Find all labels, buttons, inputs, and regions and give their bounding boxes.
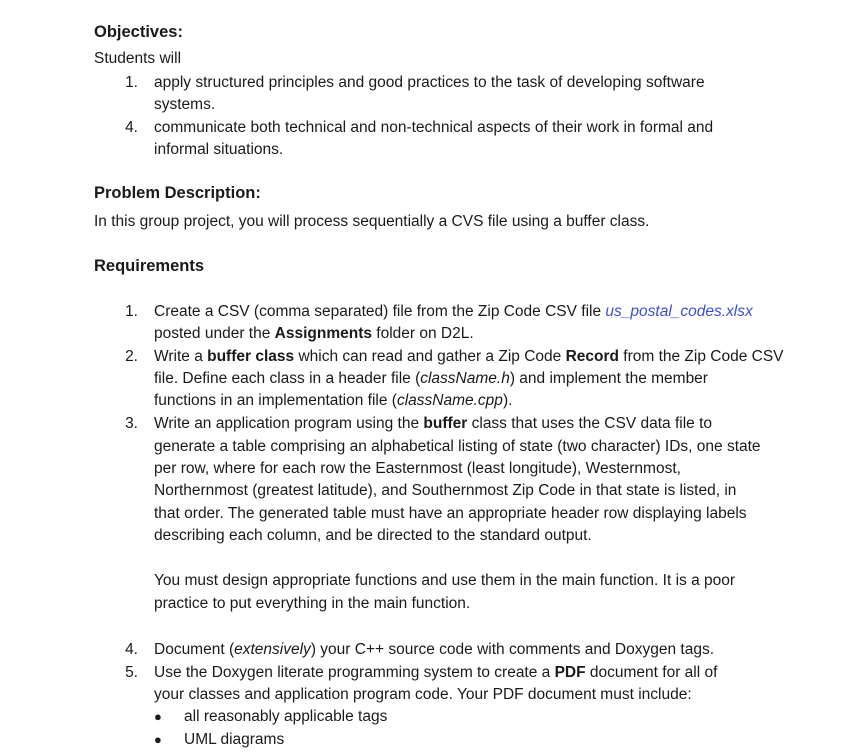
text-span: document for all of — [585, 664, 718, 681]
bold-span: Record — [565, 348, 619, 365]
problem-text: In this group project, you will process sequentially a CVS file using a buffer class. — [94, 213, 650, 230]
text-span: Use the Doxygen literate programming system to create a — [154, 664, 555, 681]
italic-span: className.h — [420, 370, 510, 387]
requirement-line: that order. The generated table must have an appropriate header row displaying labels — [154, 505, 747, 522]
italic-span: extensively — [234, 641, 311, 658]
bold-span: buffer — [423, 415, 468, 432]
objective-text-line: communicate both technical and non-technical aspects of their work in formal and — [154, 119, 714, 136]
objective-number: 1. — [125, 74, 138, 91]
requirement-line: Northernmost (greatest latitude), and Southernmost Zip Code in that state is listed, in — [154, 482, 737, 499]
text-span: posted under the — [154, 325, 275, 342]
requirement-line — [154, 301, 753, 323]
bullet-item: all reasonably applicable tags — [184, 708, 388, 725]
requirement-line — [154, 390, 512, 412]
text-span: class that uses the CSV data file to — [467, 415, 712, 432]
objectives-heading: Objectives: — [94, 23, 183, 41]
objective-text-line: systems. — [154, 96, 216, 113]
requirement-line: You must design appropriate functions and use them in the main function. It is a poor — [154, 572, 736, 589]
requirement-line — [154, 368, 708, 390]
text-span: ) your C++ source code with comments and Doxygen tags. — [310, 641, 715, 658]
objective-number: 4. — [125, 119, 138, 136]
requirement-line — [154, 662, 717, 684]
requirement-number: 1. — [125, 303, 138, 320]
problem-heading: Problem Description: — [94, 184, 261, 202]
requirement-line — [154, 639, 714, 661]
text-span: file. Define each class in a header file ( — [154, 370, 421, 387]
italic-span: className.cpp — [396, 392, 503, 409]
text-span: from the Zip Code CSV — [618, 348, 784, 365]
bold-span: Assignments — [274, 325, 372, 342]
bullet-item: UML diagrams — [184, 731, 285, 748]
text-span: folder on D2L. — [372, 325, 474, 342]
text-span: functions in an implementation file ( — [154, 392, 397, 409]
requirement-line: your classes and application program code. Your PDF document must include: — [154, 686, 692, 703]
text-span: Write a — [154, 348, 208, 365]
text-span: ). — [502, 392, 513, 409]
text-span: Write an application program using the — [154, 415, 424, 432]
bold-span: buffer class — [207, 348, 295, 365]
objective-text-line: informal situations. — [154, 141, 284, 158]
bullet-icon: ● — [154, 709, 162, 724]
objective-text-line: apply structured principles and good practices to the task of developing software — [154, 74, 705, 91]
bullet-icon: ● — [154, 732, 162, 747]
bold-span: PDF — [554, 664, 586, 681]
text-span: ) and implement the member — [509, 370, 708, 387]
xlsx-file-link[interactable]: us_postal_codes.xlsx — [605, 303, 753, 320]
requirement-number: 4. — [125, 641, 138, 658]
requirements-heading: Requirements — [94, 257, 205, 275]
text-span: which can read and gather a Zip Code — [294, 348, 566, 365]
requirement-line — [154, 413, 712, 435]
objectives-intro: Students will — [94, 50, 182, 67]
requirement-line: practice to put everything in the main function. — [154, 595, 471, 612]
text-span: Create a CSV (comma separated) file from the Zip Code CSV file — [154, 303, 606, 320]
text-span: Document ( — [154, 641, 235, 658]
requirement-number: 3. — [125, 415, 138, 432]
requirement-line: describing each column, and be directed to the standard output. — [154, 527, 592, 544]
requirement-number: 2. — [125, 348, 138, 365]
requirement-line — [154, 323, 474, 345]
requirement-line — [154, 346, 784, 368]
requirement-line: generate a table comprising an alphabetical listing of state (two character) IDs, one state — [154, 438, 761, 455]
requirement-number: 5. — [125, 664, 138, 681]
requirement-line: per row, where for each row the Easternmost (least longitude), Westernmost, — [154, 460, 681, 477]
